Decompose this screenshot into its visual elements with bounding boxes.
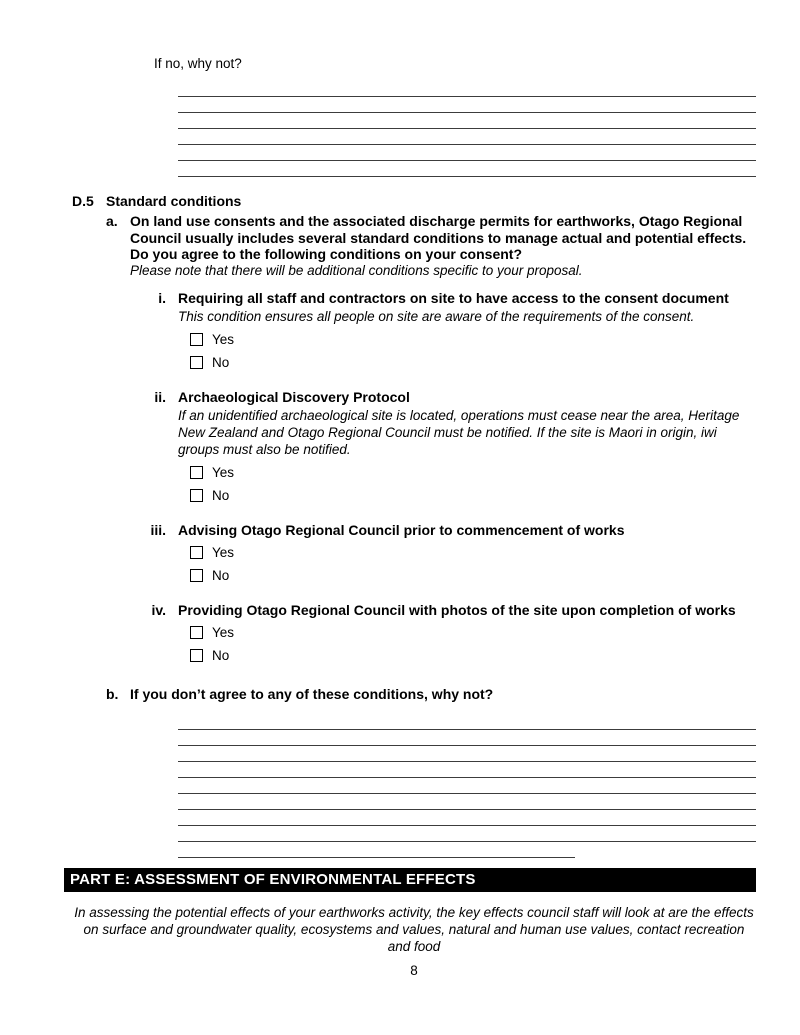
no-label: No (212, 354, 230, 370)
condition-ii-heading (72, 389, 756, 405)
condition-i-title: Requiring all staff and contractors on site to have access to the consent document (178, 289, 729, 306)
item-a (72, 213, 756, 263)
condition-i-note: This condition ensures all people on site are aware of the requirements of the consent. (178, 308, 695, 324)
condition-iii-marker: iii. (150, 521, 166, 538)
answer-line[interactable] (178, 794, 756, 810)
yes-label: Yes (212, 331, 235, 347)
condition-iii-no-option[interactable] (190, 567, 756, 584)
yes-label: Yes (212, 624, 235, 640)
condition-iii-yes-option[interactable] (190, 544, 756, 561)
answer-line[interactable] (178, 762, 756, 778)
condition-iii (72, 522, 756, 584)
answer-line[interactable] (178, 714, 756, 730)
answer-line[interactable] (178, 113, 756, 129)
condition-i-heading (72, 290, 756, 306)
answer-line[interactable] (178, 810, 756, 826)
answer-line[interactable] (178, 842, 575, 858)
condition-iii-title: Advising Otago Regional Council prior to commencement of works (178, 521, 625, 538)
condition-iv-yes-option[interactable] (190, 624, 756, 641)
checkbox-icon[interactable] (190, 356, 203, 369)
answer-line[interactable] (178, 161, 756, 177)
answer-lines-top (178, 81, 756, 177)
page-number: 8 (410, 963, 418, 978)
condition-iv-no-option[interactable] (190, 647, 756, 664)
checkbox-icon[interactable] (190, 626, 203, 639)
section-d5-marker: D.5 (72, 193, 94, 209)
item-a-note: Please note that there will be additional conditions specific to your proposal. (130, 262, 583, 278)
condition-iii-heading (72, 522, 756, 538)
item-a-text: On land use consents and the associated discharge permits for earthworks, Otago Regional Council usually includes several standard conditions to manage actual and potential effects. Do you agree to the following conditions on your consent? (130, 213, 747, 262)
no-label: No (212, 487, 230, 503)
condition-ii-note: If an unidentified archaeological site is located, operations must cease near the area, Heritage New Zealand and Otago Regional Council must be notified. If the site is Maori in origin, iwi groups must also be notified. (178, 407, 740, 457)
condition-ii-yes-option[interactable] (190, 464, 756, 481)
answer-line[interactable] (178, 826, 756, 842)
answer-line[interactable] (178, 129, 756, 145)
condition-ii-title: Archaeological Discovery Protocol (178, 388, 410, 405)
condition-iv (72, 602, 756, 664)
answer-line[interactable] (178, 145, 756, 161)
item-b (72, 686, 756, 703)
condition-i-no-option[interactable] (190, 354, 756, 371)
section-d5-title: Standard conditions (106, 193, 242, 209)
answer-line[interactable] (178, 778, 756, 794)
checkbox-icon[interactable] (190, 489, 203, 502)
item-a-marker: a. (106, 213, 118, 229)
answer-line[interactable] (178, 730, 756, 746)
condition-i (72, 290, 756, 371)
item-b-marker: b. (106, 685, 119, 702)
checkbox-icon[interactable] (190, 569, 203, 582)
no-label: No (212, 647, 230, 663)
answer-line[interactable] (178, 746, 756, 762)
item-b-text: If you don’t agree to any of these conditions, why not? (130, 685, 494, 702)
checkbox-icon[interactable] (190, 649, 203, 662)
answer-line[interactable] (178, 97, 756, 113)
condition-ii-marker: ii. (154, 388, 166, 405)
part-e-banner: PART E: ASSESSMENT OF ENVIRONMENTAL EFFECTS (64, 868, 756, 892)
condition-iv-title: Providing Otago Regional Council with photos of the site upon completion of works (178, 601, 736, 618)
checkbox-icon[interactable] (190, 546, 203, 559)
question-if-no-why-not: If no, why not? (154, 56, 242, 71)
no-label: No (212, 567, 230, 583)
answer-lines-item-b (178, 714, 756, 858)
condition-i-marker: i. (158, 289, 166, 306)
condition-iv-marker: iv. (151, 601, 166, 618)
checkbox-icon[interactable] (190, 333, 203, 346)
condition-ii-no-option[interactable] (190, 487, 756, 504)
yes-label: Yes (212, 544, 235, 560)
part-e-intro-text: In assessing the potential effects of your earthworks activity, the key effects council staff will look at are the effects on surface and groundwater quality, ecosystems and values, natural and human use values, contact recreation and food (74, 905, 754, 954)
yes-label: Yes (212, 464, 235, 480)
answer-line[interactable] (178, 81, 756, 97)
condition-iv-heading (72, 602, 756, 618)
condition-i-yes-option[interactable] (190, 331, 756, 348)
section-d5-heading (72, 193, 756, 210)
checkbox-icon[interactable] (190, 466, 203, 479)
condition-ii (72, 389, 756, 504)
